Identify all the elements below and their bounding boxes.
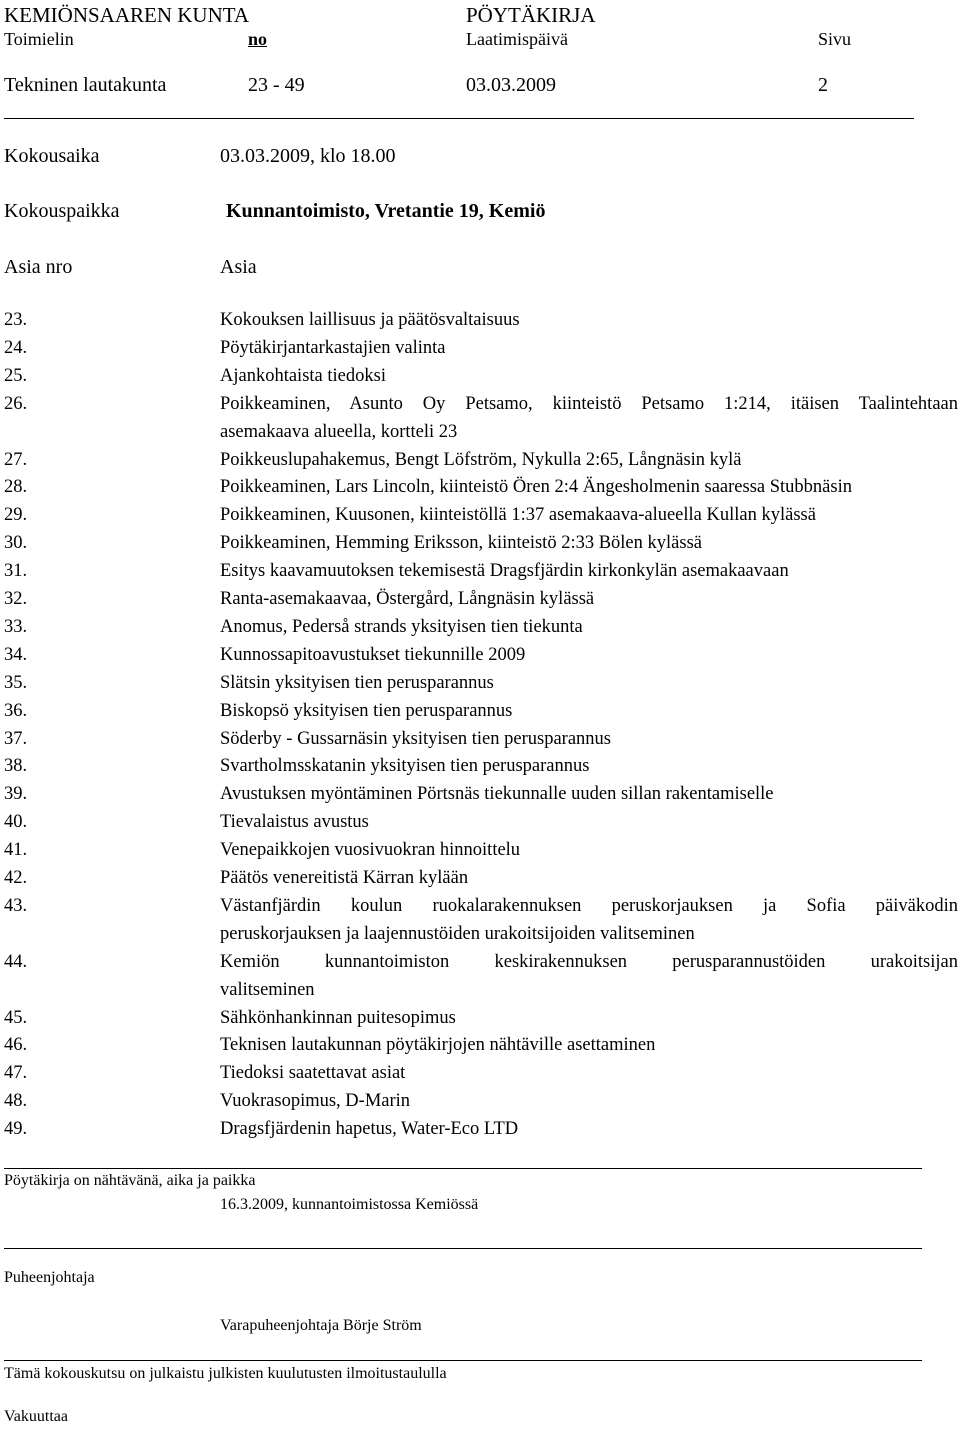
display-label: Pöytäkirja on nähtävänä, aika ja paikka	[4, 1172, 256, 1189]
agenda-item-number: 34.	[4, 644, 28, 665]
vice-chair: Varapuheenjohtaja Börje Ström	[220, 1317, 422, 1334]
agenda-item-number: 39.	[4, 784, 28, 805]
no-label: no	[248, 29, 268, 49]
agenda-item-title: Söderby - Gussarnäsin yksityisen tien perusparannus	[220, 728, 612, 749]
page-number: 2	[818, 74, 828, 96]
page-label: Sivu	[818, 29, 852, 49]
agenda-item-title: Pöytäkirjantarkastajien valinta	[220, 337, 446, 358]
agenda-item-number: 42.	[4, 868, 28, 888]
meeting-time-label: Kokousaika	[4, 145, 100, 167]
agenda-item-title: Poikkeaminen, Hemming Eriksson, kiinteistö 2:33 Bölen kylässä	[220, 533, 702, 554]
agenda-item-number: 29.	[4, 505, 28, 526]
agenda-item-number: 46.	[4, 1035, 28, 1056]
agenda-item-title: Kokouksen laillisuus ja päätösvaltaisuus	[220, 310, 520, 330]
agenda-item-title: Biskopsö yksityisen tien perusparannus	[220, 700, 513, 721]
organization-name: KEMIÖNSAAREN KUNTA	[4, 3, 250, 27]
footer-rule-1	[4, 1168, 922, 1169]
agenda-item-number: 27.	[4, 449, 28, 470]
agenda-item-title: Avustuksen myöntäminen Pörtsnäs tiekunnalle uuden sillan rakentamiselle	[220, 784, 774, 805]
footer-rule-3	[4, 1360, 922, 1361]
agenda-item-number: 35.	[4, 672, 28, 693]
date-label: Laatimispäivä	[466, 29, 568, 49]
item-number-label: Asia nro	[4, 256, 73, 278]
agenda-item-title: valitseminen	[220, 979, 315, 1000]
agenda-item-number: 32.	[4, 589, 28, 609]
agenda-item-number: 44.	[4, 951, 28, 972]
agenda-item-number: 24.	[4, 337, 28, 358]
agenda-item-number: 40.	[4, 812, 28, 833]
agenda-item-title: Esitys kaavamuutoksen tekemisestä Dragsfjärdin kirkonkylän asemakaavaan	[220, 561, 789, 582]
agenda-item-title: Poikkeaminen, Kuusonen, kiinteistöllä 1:37 asemakaava-alueella Kullan kylässä	[220, 505, 816, 526]
date-value: 03.03.2009	[466, 74, 556, 96]
agenda-item-title: Slätsin yksityisen tien perusparannus	[220, 672, 494, 693]
agenda-item-title: asemakaava alueella, kortteli 23	[220, 421, 458, 442]
agenda-item-title: Kemiön kunnantoimiston keskirakennuksen perusparannustöiden urakoitsijan	[220, 951, 958, 972]
agenda-item-number: 26.	[4, 393, 28, 414]
agenda-item-title: Teknisen lautakunnan pöytäkirjojen nähtäville asettaminen	[220, 1035, 656, 1056]
agenda-item-number: 49.	[4, 1119, 28, 1140]
agenda-item-number: 23.	[4, 310, 28, 330]
body-label: Toimielin	[4, 29, 74, 49]
meeting-time: 03.03.2009, klo 18.00	[220, 145, 396, 167]
agenda-item-number: 43.	[4, 895, 28, 916]
agenda-item-title: Tievalaistus avustus	[220, 812, 369, 833]
agenda-item-title: Poikkeuslupahakemus, Bengt Löfström, Nykulla 2:65, Långnäsin kylä	[220, 449, 742, 470]
meeting-place-label: Kokouspaikka	[4, 200, 120, 222]
chair-label: Puheenjohtaja	[4, 1269, 95, 1286]
agenda-item-title: Anomus, Pederså strands yksityisen tien tiekunta	[220, 616, 583, 637]
no-range: 23 - 49	[248, 74, 305, 96]
agenda-item-number: 45.	[4, 1007, 28, 1028]
agenda-item-title: Kunnossapitoavustukset tiekunnille 2009	[220, 644, 526, 665]
agenda-item-number: 47.	[4, 1063, 28, 1084]
subject-label: Asia	[220, 256, 257, 278]
agenda-item-title: Poikkeaminen, Lars Lincoln, kiinteistö Ören 2:4 Ängesholmenin saaressa Stubbnäsin	[220, 477, 852, 498]
agenda-item-title: Päätös venereitistä Kärran kylään	[220, 868, 469, 888]
document-type: PÖYTÄKIRJA	[466, 3, 596, 27]
header-rule	[4, 118, 914, 119]
agenda-item-number: 33.	[4, 616, 28, 637]
agenda-item-title: Sähkönhankinnan puitesopimus	[220, 1007, 456, 1028]
footer-rule-2	[4, 1248, 922, 1249]
agenda-item-number: 28.	[4, 477, 28, 498]
meeting-place: Kunnantoimisto, Vretantie 19, Kemiö	[226, 200, 546, 222]
agenda-item-title: Ajankohtaista tiedoksi	[220, 365, 386, 386]
agenda-item-number: 37.	[4, 728, 28, 749]
agenda-item-title: Venepaikkojen vuosivuokran hinnoittelu	[220, 840, 521, 861]
agenda-item-title: Västanfjärdin koulun ruokalarakennuksen peruskorjauksen ja Sofia päiväkodin	[220, 895, 958, 916]
certify-label: Vakuuttaa	[4, 1408, 68, 1425]
body-value: Tekninen lautakunta	[4, 74, 167, 96]
agenda-item-title: Tiedoksi saatettavat asiat	[220, 1063, 406, 1084]
agenda-item-title: peruskorjauksen ja laajennustöiden urakoitsijoiden valitseminen	[220, 923, 695, 944]
agenda-item-number: 48.	[4, 1091, 28, 1112]
published-note: Tämä kokouskutsu on julkaistu julkisten kuulutusten ilmoitustaululla	[4, 1365, 447, 1382]
agenda-item-number: 41.	[4, 840, 28, 861]
agenda-item-number: 31.	[4, 561, 28, 582]
agenda-item-title: Dragsfjärdenin hapetus, Water-Eco LTD	[220, 1119, 519, 1140]
display-value: 16.3.2009, kunnantoimistossa Kemiössä	[220, 1196, 479, 1213]
agenda-item-number: 36.	[4, 700, 28, 721]
agenda-item-number: 38.	[4, 756, 28, 777]
agenda-item-title: Poikkeaminen, Asunto Oy Petsamo, kiinteistö Petsamo 1:214, itäisen Taalintehtaan	[220, 393, 958, 414]
agenda-item-title: Ranta-asemakaavaa, Östergård, Långnäsin kylässä	[220, 589, 595, 609]
agenda-item-title: Svartholmsskatanin yksityisen tien perusparannus	[220, 756, 590, 777]
agenda-item-number: 30.	[4, 533, 28, 554]
agenda-item-title: Vuokrasopimus, D-Marin	[220, 1091, 411, 1112]
agenda-item-number: 25.	[4, 365, 28, 386]
